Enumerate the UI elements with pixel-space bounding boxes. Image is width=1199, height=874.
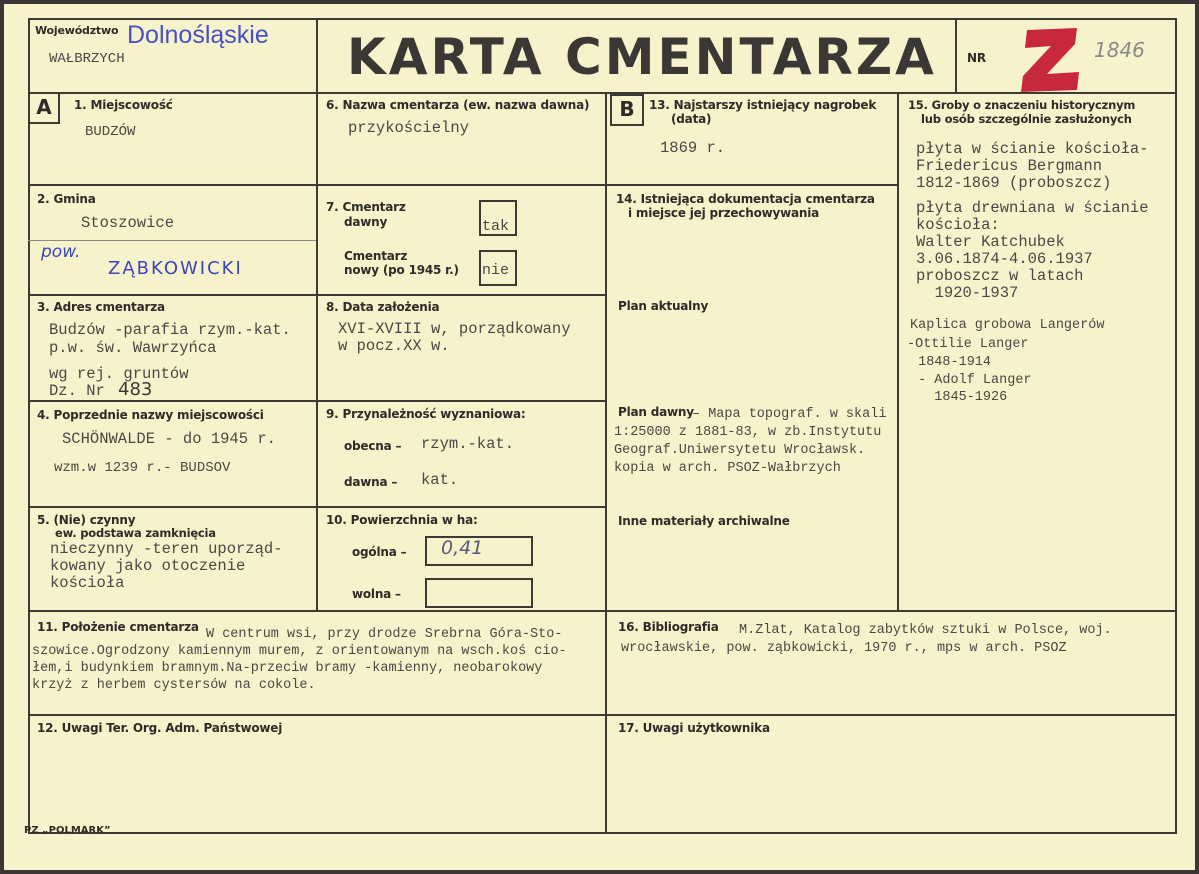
header-divider-v2: [955, 18, 957, 94]
f15-block2-line-6: 1920-1937: [916, 284, 1019, 302]
nr-pencil: 1846: [1094, 38, 1145, 62]
wojewodztwo-typed: WAŁBRZYCH: [49, 51, 125, 67]
f2-hand-prefix: pow.: [41, 242, 81, 262]
gmina-underline: [28, 240, 316, 241]
f9-former-label: dawna –: [344, 475, 398, 489]
printer-mark: PZ „POLMARK”: [24, 825, 111, 836]
f15-label-1: 15. Groby o znaczeniu historycznym: [908, 98, 1136, 112]
f15-block2-line-2: kościoła:: [916, 216, 1000, 234]
f2-label: 2. Gmina: [37, 192, 96, 206]
header-divider-v1: [316, 18, 318, 94]
f5-label-2: ew. podstawa zamknięcia: [55, 526, 216, 540]
f17-label: 17. Uwagi użytkownika: [618, 721, 770, 735]
row-line-c2-1: [316, 184, 606, 186]
f7-old-value: tak: [482, 218, 510, 235]
f14-label-2: i miejsce jej przechowywania: [628, 206, 820, 220]
col-divider-2: [605, 92, 607, 834]
nr-label: NR: [967, 51, 986, 65]
f9-current-label: obecna –: [344, 439, 402, 453]
f11-line-4: krzyż z herbem cystersów na cokole.: [32, 678, 316, 693]
f15-block3-line-3: 1848-1914: [910, 355, 992, 370]
f16-line-1: M.Zlat, Katalog zabytków sztuki w Polsce, woj.: [739, 623, 1112, 638]
f2-hand-value: ZĄBKOWICKI: [108, 258, 243, 279]
f15-block2-line-1: płyta drewniana w ścianie: [916, 199, 1149, 217]
f10-free-field[interactable]: [425, 578, 533, 608]
f16-label: 16. Bibliografia: [618, 620, 719, 634]
row-line-c2-3: [316, 400, 606, 402]
f10-label: 10. Powierzchnia w ha:: [326, 513, 478, 527]
f4-label: 4. Poprzednie nazwy miejscowości: [37, 408, 264, 422]
f12-label: 12. Uwagi Ter. Org. Adm. Państwowej: [37, 721, 283, 735]
f10-free-label: wolna –: [352, 587, 401, 601]
row-line-c3-1: [605, 184, 899, 186]
f14-label-1: 14. Istniejąca dokumentacja cmentarza: [616, 192, 875, 206]
f15-label-2: lub osób szczególnie zasłużonych: [921, 112, 1132, 126]
plan-old-line-3: Geograf.Uniwersytetu Wrocławsk.: [614, 443, 866, 458]
f10-total-label: ogólna –: [352, 545, 407, 559]
f10-total-value: 0,41: [441, 537, 484, 559]
f4-line-2: wzm.w 1239 r.- BUDSOV: [54, 460, 231, 476]
f7-new-value: nie: [482, 262, 510, 279]
f5-label-1: 5. (Nie) czynny: [37, 513, 136, 527]
section-a-badge: A: [28, 92, 60, 124]
f5-line-3: kościoła: [50, 574, 125, 592]
f7-label-old-1: 7. Cmentarz: [326, 200, 406, 214]
f8-label: 8. Data założenia: [326, 300, 440, 314]
f11-line-2: szowice.Ogrodzony kamiennym murem, z orientowanym na wsch.koś cio-: [32, 644, 567, 659]
cemetery-card: [4, 4, 1195, 870]
f15-block3-line-4: - Adolf Langer: [910, 373, 1032, 388]
row-line-full-2: [28, 714, 1177, 716]
f15-block3-line-1: Kaplica grobowa Langerów: [910, 318, 1105, 333]
row-line-c1-1: [28, 184, 318, 186]
f8-line-2: w pocz.XX w.: [338, 337, 450, 355]
f15-block1-line-3: 1812-1869 (proboszcz): [916, 174, 1112, 192]
f1-label: 1. Miejscowość: [74, 98, 173, 112]
f13-label-1: 13. Najstarszy istniejący nagrobek: [649, 98, 877, 112]
f7-label-new-1: Cmentarz: [344, 249, 408, 263]
f15-block3-line-2: -Ottilie Langer: [907, 337, 1029, 352]
f11-label: 11. Położenie cmentarza: [37, 620, 199, 634]
row-line-c1-2: [28, 294, 318, 296]
page-title: KARTA CMENTARZA: [347, 28, 937, 86]
f15-block2-line-5: proboszcz w latach: [916, 267, 1084, 285]
f4-line-1: SCHÖNWALDE - do 1945 r.: [62, 430, 276, 448]
f9-label: 9. Przynależność wyznaniowa:: [326, 407, 526, 421]
f13-value: 1869 r.: [660, 139, 726, 157]
f3-line-1: Budzów -parafia rzym.-kat.: [49, 321, 291, 339]
plan-current-label: Plan aktualny: [618, 299, 709, 313]
row-line-c2-2: [316, 294, 606, 296]
plan-old-label: Plan dawny: [618, 405, 694, 419]
f3-hand-number: 483: [118, 379, 153, 400]
f16-line-2: wrocławskie, pow. ząbkowicki, 1970 r., mps w arch. PSOZ: [621, 641, 1067, 656]
f15-block1-line-1: płyta w ścianie kościoła-: [916, 140, 1149, 158]
f15-block2-line-4: 3.06.1874-4.06.1937: [916, 250, 1093, 268]
f5-line-1: nieczynny -teren uporząd-: [50, 540, 283, 558]
f2-value: Stoszowice: [81, 214, 175, 232]
f1-value: BUDZÓW: [85, 124, 136, 140]
f15-block3-line-5: 1845-1926: [910, 390, 1008, 405]
col-divider-1: [316, 92, 318, 612]
other-materials-label: Inne materiały archiwalne: [618, 514, 790, 528]
f5-line-2: kowany jako otoczenie: [50, 557, 246, 575]
plan-old-line-1: – Mapa topograf. w skali: [692, 407, 887, 422]
header-divider: [28, 92, 1177, 94]
f3-line-2: p.w. św. Wawrzyńca: [49, 339, 217, 357]
f15-block2-line-3: Walter Katchubek: [916, 233, 1065, 251]
f6-value: przykościelny: [348, 119, 469, 137]
f11-line-3: łem,i budynkiem bramnym.Na-przeciw bramy -kamienny, neobarokowy: [32, 661, 543, 676]
f9-current-value: rzym.-kat.: [421, 435, 515, 453]
red-z-stamp: [1019, 26, 1081, 92]
f3-line-4: Dz. Nr: [49, 382, 105, 400]
row-line-c1-3: [28, 400, 318, 402]
f7-label-new-2: nowy (po 1945 r.): [344, 263, 459, 277]
f8-line-1: XVI-XVIII w, porządkowany: [338, 320, 571, 338]
f15-block1-line-2: Friedericus Bergmann: [916, 157, 1103, 175]
f9-former-value: kat.: [421, 471, 459, 489]
wojewodztwo-stamp: Dolnośląskie: [127, 21, 269, 49]
section-b-badge: B: [610, 94, 644, 126]
row-line-c1-4: [28, 506, 318, 508]
f3-line-3: wg rej. gruntów: [49, 365, 189, 383]
f13-label-2: (data): [671, 112, 712, 126]
plan-old-line-4: kopia w arch. PSOZ-Wałbrzych: [614, 461, 841, 476]
f6-label: 6. Nazwa cmentarza (ew. nazwa dawna): [326, 98, 590, 112]
row-line-c2-4: [316, 506, 606, 508]
wojewodztwo-label: Województwo: [35, 24, 119, 37]
f3-label: 3. Adres cmentarza: [37, 300, 165, 314]
row-line-full-1: [28, 610, 1177, 612]
f7-label-old-2: dawny: [344, 215, 388, 229]
col-divider-3: [897, 92, 899, 612]
plan-old-line-2: 1:25000 z 1881-83, w zb.Instytutu: [614, 425, 882, 440]
f11-line-1: W centrum wsi, przy drodze Srebrna Góra-Sto-: [206, 627, 563, 642]
